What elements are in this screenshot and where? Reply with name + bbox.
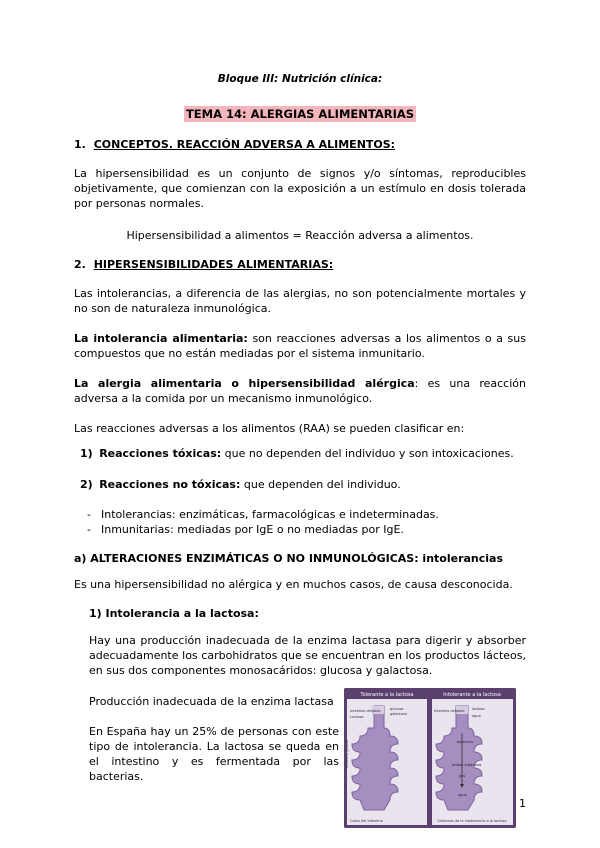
- lactose-diagram: [344, 688, 516, 828]
- right-title: Intolerante a la lactosa: [443, 692, 501, 698]
- intolerance-definition: [74, 331, 526, 361]
- list-text: que dependen del individuo.: [240, 478, 401, 491]
- list-text: que no dependen del individuo y son intoxicaciones.: [221, 447, 514, 460]
- intolerance-term: La intolerancia alimentaria:: [74, 332, 248, 345]
- bullet-dash: -: [87, 508, 91, 521]
- right-lactose: lactosa: [472, 707, 485, 711]
- section2-number: 2.: [74, 258, 86, 271]
- right-acids: ácidos orgánicos: [452, 763, 482, 767]
- left-large-intestine: Intestino grueso: [345, 739, 349, 768]
- section2-heading: [74, 257, 333, 272]
- list-term: Reacciones no tóxicas:: [99, 478, 241, 491]
- allergy-definition: [74, 376, 526, 406]
- right-small-intestine: Intestino delgado: [434, 709, 465, 713]
- section-a-intro: Es una hipersensibilidad no alérgica y en muchos casos, de causa desconocida.: [74, 578, 513, 591]
- topic-title-wrap: [0, 103, 600, 122]
- section-a-heading: a) ALTERACIONES ENZIMÁTICAS O NO INMUNOLÓGICAS: intolerancias: [74, 552, 504, 565]
- lactose-paragraph: Hay una producción inadecuada de la enzima lactasa para digerir y absorber adecuadamente los carbohidratos que se encuentran en los productos lácteos, en sus dos componentes monosacáridos: glucosa y galactosa.: [89, 634, 526, 677]
- list-number: 1): [80, 447, 93, 460]
- page-number: 1: [519, 797, 526, 810]
- bullet-item: [87, 522, 404, 537]
- lactose-figure: [344, 688, 516, 828]
- bullet-dash: -: [87, 523, 91, 536]
- right-water: agua: [472, 714, 481, 718]
- right-bacteria: bacterias: [457, 740, 474, 744]
- list-item: [80, 477, 401, 492]
- bullet-text: Intolerancias: enzimáticas, farmacológicas e indeterminadas.: [101, 508, 439, 521]
- left-bottom: Colon del Intestino: [350, 819, 383, 823]
- allergy-def: : es una reacción adversa a la comida por un mecanismo inmunológico.: [74, 377, 526, 405]
- right-water-2: agua: [458, 793, 467, 797]
- right-gas: gas: [459, 774, 466, 778]
- section2-paragraph: Las intolerancias, a diferencia de las alergias, no son potencialmente mortales y no son de naturaleza inmunológica.: [74, 287, 526, 315]
- intolerance-def: son reacciones adversas a los alimentos o a sus compuestos que no están mediadas por el sistema inmunitario.: [74, 332, 526, 360]
- section1-heading-text: CONCEPTOS. REACCIÓN ADVERSA A ALIMENTOS:: [93, 138, 396, 151]
- section1-number: 1.: [74, 138, 86, 151]
- bullet-text: Inmunitarias: mediadas por IgE o no mediadas por IgE.: [101, 523, 404, 536]
- right-bottom: Síntomas de la intolerancia a la lactosa: [437, 819, 507, 823]
- list-number: 2): [80, 478, 93, 491]
- block-title: Bloque III: Nutrición clínica:: [217, 73, 383, 85]
- allergy-term: La alergia alimentaria o hipersensibilidad alérgica: [74, 377, 415, 390]
- bullet-item: [87, 507, 439, 522]
- left-title: Tolerante a la lactosa: [360, 692, 414, 698]
- spain-paragraph: En España hay un 25% de personas con este tipo de intolerancia. La lactosa se queda en el intestino y es fermentada por las bacterias.: [89, 725, 339, 783]
- left-lactase: Lactasa: [350, 715, 364, 719]
- section1-heading: [74, 137, 395, 152]
- left-small-intestine: Intestino delgado: [350, 709, 381, 713]
- left-galactose: galactosa: [390, 712, 407, 716]
- lactose-heading: 1) Intolerancia a la lactosa:: [89, 607, 259, 620]
- list-term: Reacciones tóxicas:: [99, 447, 222, 460]
- production-line: Producción inadecuada de la enzima lactasa: [89, 695, 334, 708]
- topic-title: TEMA 14: ALERGIAS ALIMENTARIAS: [185, 107, 415, 121]
- section2-heading-text: HIPERSENSIBILIDADES ALIMENTARIAS:: [93, 258, 334, 271]
- left-glucose: glucosa: [390, 707, 404, 711]
- equation: Hipersensibilidad a alimentos = Reacción adversa a alimentos.: [126, 229, 474, 242]
- section1-paragraph: La hipersensibilidad es un conjunto de signos y/o síntomas, reproducibles objetivamente, que comienzan con la exposición a un estímulo en dosis tolerada por personas normales.: [74, 167, 526, 210]
- raa-intro: Las reacciones adversas a los alimentos (RAA) se pueden clasificar en:: [74, 422, 465, 435]
- list-item: [80, 446, 514, 461]
